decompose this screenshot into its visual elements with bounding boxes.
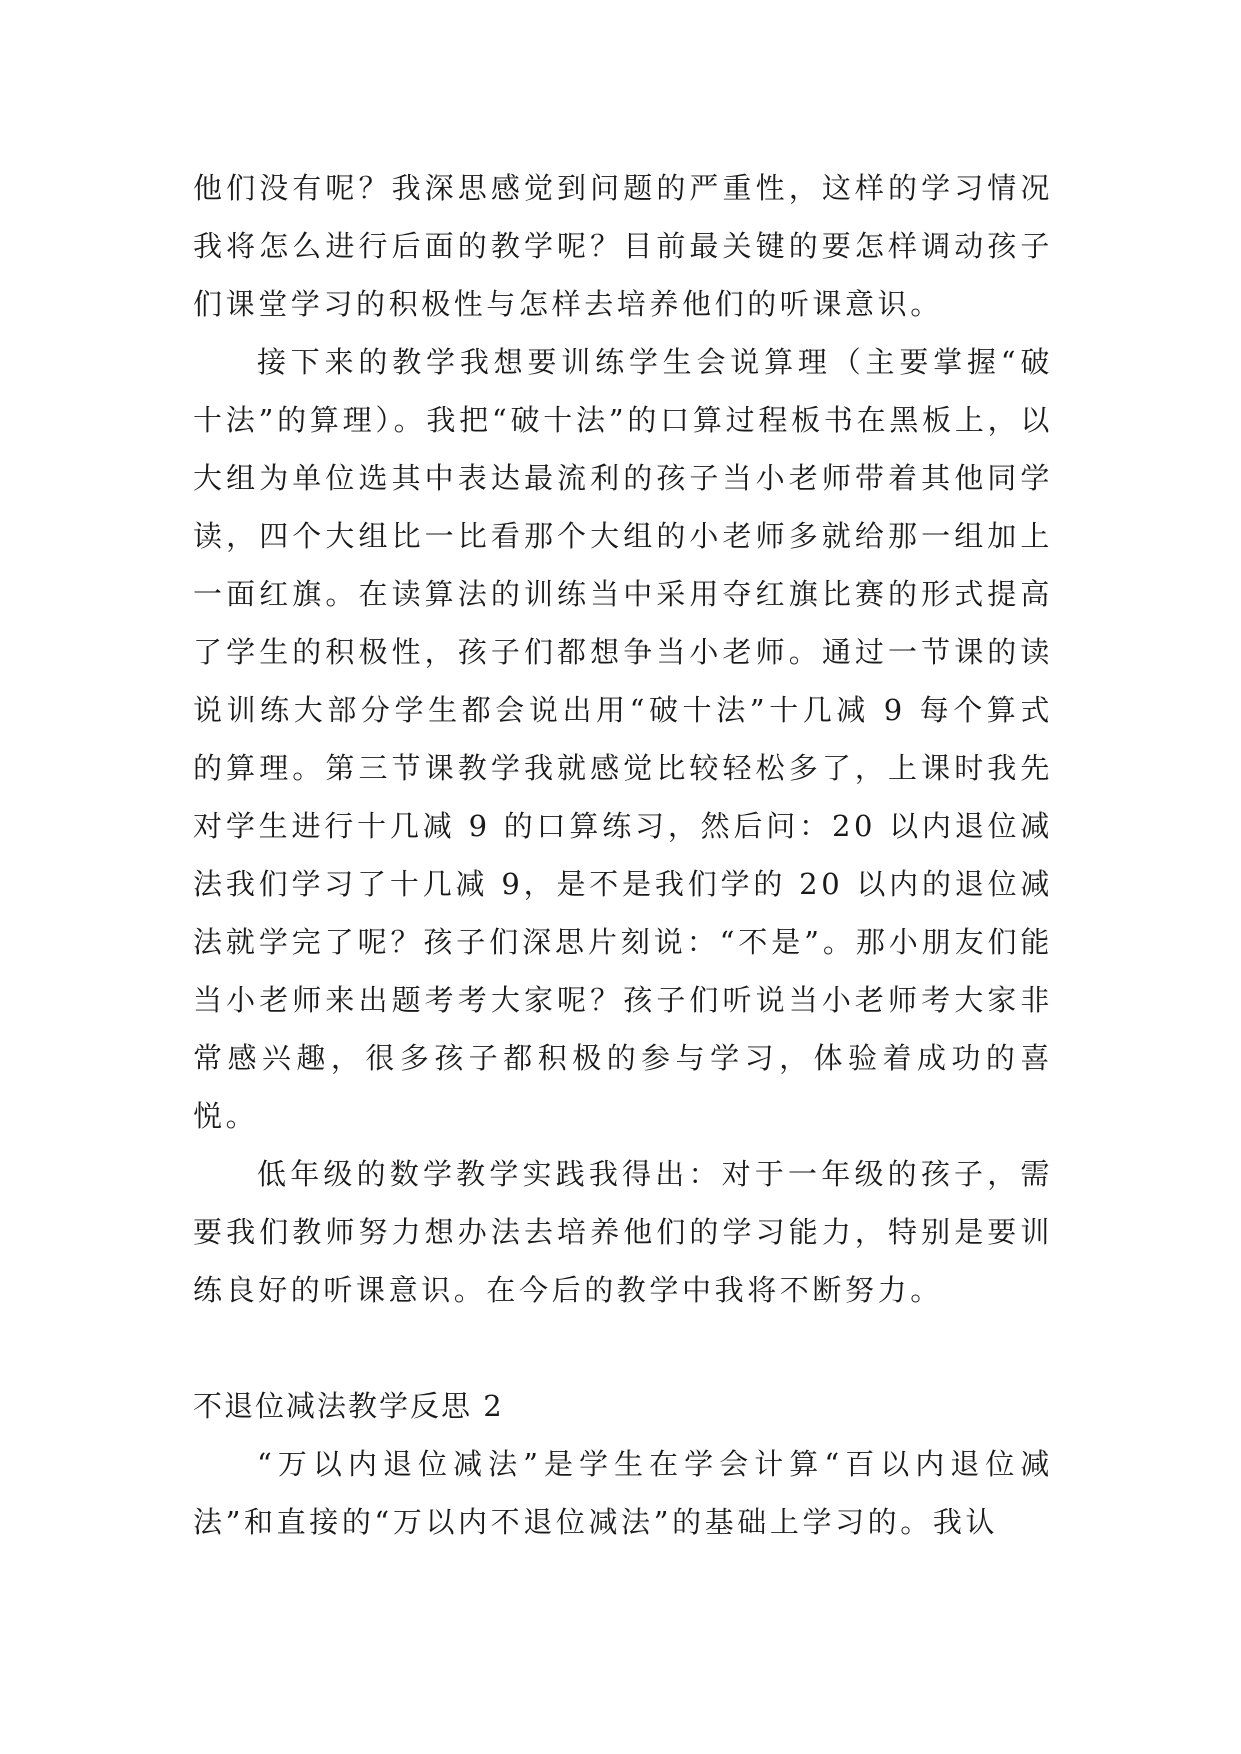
paragraph-3: 低年级的数学教学实践我得出：对于一年级的孩子，需要我们教师努力想办法去培养他们的学习能力，特别是要训练良好的听课意识。在今后的教学中我将不断努力。 xyxy=(193,1157,1053,1307)
section-paragraph: “万以内退位减法”是学生在学会计算“百以内退位减法”和直接的“万以内不退位减法”的基础上学习的。我认 xyxy=(193,1447,1053,1539)
paragraph-1: 他们没有呢？我深思感觉到问题的严重性，这样的学习情况我将怎么进行后面的教学呢？目前最关键的要怎样调动孩子们课堂学习的积极性与怎样去培养他们的听课意识。 xyxy=(193,171,1053,321)
section-heading: 不退位减法教学反思 2 xyxy=(193,1389,504,1423)
paragraph-2: 接下来的教学我想要训练学生会说算理（主要掌握“破十法”的算理）。我把“破十法”的口算过程板书在黑板上，以大组为单位选其中表达最流利的孩子当小老师带着其他同学读，四个大组比一比看那个大组的小老师多就给那一组加上一面红旗。在读算法的训练当中采用夺红旗比赛的形式提高了学生的积极性，孩子们都想争当小老师。通过一节课的读说训练大部分学生都会说出用“破十法”十几减 9 每个算式的算理。第三节课教学我就感觉比较轻松多了，上课时我先对学生进行十几减 9 的口算练习，然后问：20 以内退位减法我们学习了十几减 9，是不是我们学的 20 以内的退位减法就学完了呢？孩子们深思片刻说：“不是”。那小朋友们能当小老师来出题考考大家呢？孩子们听说当小老师考大家非常感兴趣，很多孩子都积极的参与学习，体验着成功的喜悦。 xyxy=(193,345,1053,1133)
